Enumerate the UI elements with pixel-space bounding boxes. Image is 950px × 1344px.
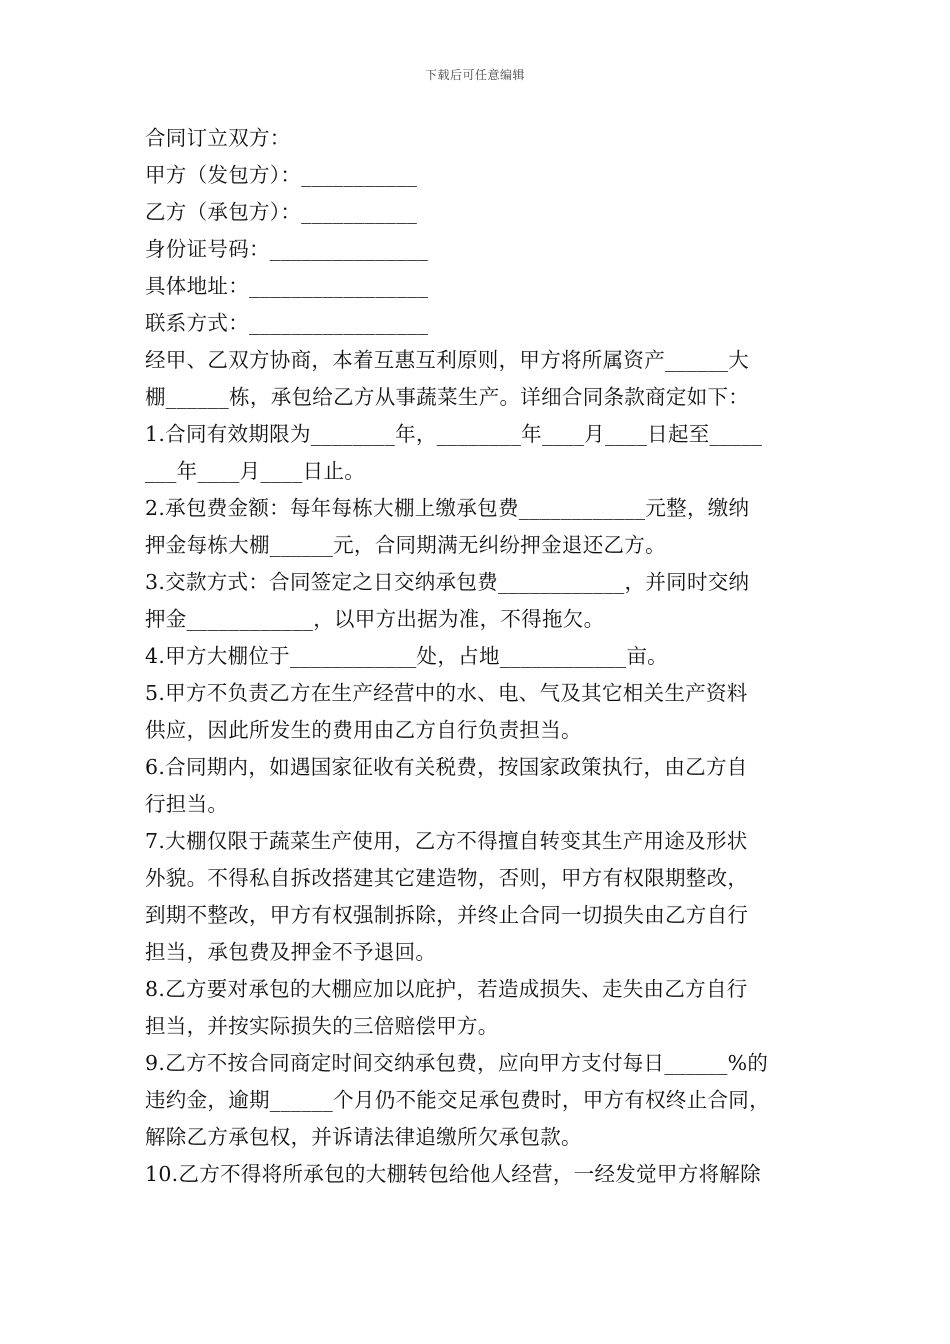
- text-line: 乙方（承包方）：___________: [145, 200, 418, 224]
- text-line: 解除乙方承包权，并诉请法律追缴所欠承包款。: [145, 1125, 582, 1149]
- text-line: 担当，并按实际损失的三倍赔偿甲方。: [145, 1014, 499, 1038]
- text-line: 押金____________，以甲方出据为准，不得拖欠。: [145, 607, 605, 631]
- text-line: 2.承包费金额：每年每栋大棚上缴承包费____________元整，缴纳: [145, 496, 750, 520]
- text-line: 外貌。不得私自拆改搭建其它建造物，否则，甲方有权限期整改，: [145, 866, 749, 890]
- text-line: 联系方式：_________________: [145, 311, 429, 335]
- text-line: 到期不整改，甲方有权强制拆除，并终止合同一切损失由乙方自行: [145, 903, 749, 927]
- text-line: 10.乙方不得将所承包的大棚转包给他人经营，一经发觉甲方将解除: [145, 1162, 761, 1186]
- page-header-note: 下载后可任意编辑: [424, 68, 525, 82]
- text-line: 行担当。: [145, 792, 229, 816]
- text-line: 4.甲方大棚位于____________处，占地____________亩。: [145, 644, 668, 668]
- text-line: 甲方（发包方）：___________: [145, 163, 418, 187]
- text-line: ___年____月____日止。: [145, 459, 366, 483]
- text-line: 合同订立双方：: [145, 126, 291, 150]
- text-line: 押金每栋大棚______元，合同期满无纠纷押金退还乙方。: [145, 533, 666, 557]
- text-line: 9.乙方不按合同商定时间交纳承包费，应向甲方支付每日______%的: [145, 1051, 769, 1075]
- text-line: 担当，承包费及押金不予退回。: [145, 940, 437, 964]
- text-line: 6.合同期内，如遇国家征收有关税费，按国家政策执行，由乙方自: [145, 755, 748, 779]
- text-line: 违约金，逾期______个月仍不能交足承包费时，甲方有权终止合同，: [145, 1088, 770, 1112]
- text-line: 1.合同有效期限为________年，________年____月____日起至_____: [145, 422, 763, 446]
- text-line: 7.大棚仅限于蔬菜生产使用，乙方不得擅自转变其生产用途及形状: [145, 829, 748, 853]
- text-line: 身份证号码：_______________: [145, 237, 429, 261]
- text-line: 供应，因此所发生的费用由乙方自行负责担当。: [145, 718, 582, 742]
- text-line: 具体地址：_________________: [145, 274, 429, 298]
- text-line: 经甲、乙双方协商，本着互惠互利原则，甲方将所属资产______大: [145, 348, 750, 372]
- text-line: 8.乙方要对承包的大棚应加以庇护，若造成损失、走失由乙方自行: [145, 977, 748, 1001]
- text-line: 棚______栋，承包给乙方从事蔬菜生产。详细合同条款商定如下：: [145, 385, 750, 409]
- contract-body: [145, 120, 825, 1193]
- text-line: 3.交款方式：合同签定之日交纳承包费____________，并同时交纳: [145, 570, 750, 594]
- text-line: 5.甲方不负责乙方在生产经营中的水、电、气及其它相关生产资料: [145, 681, 748, 705]
